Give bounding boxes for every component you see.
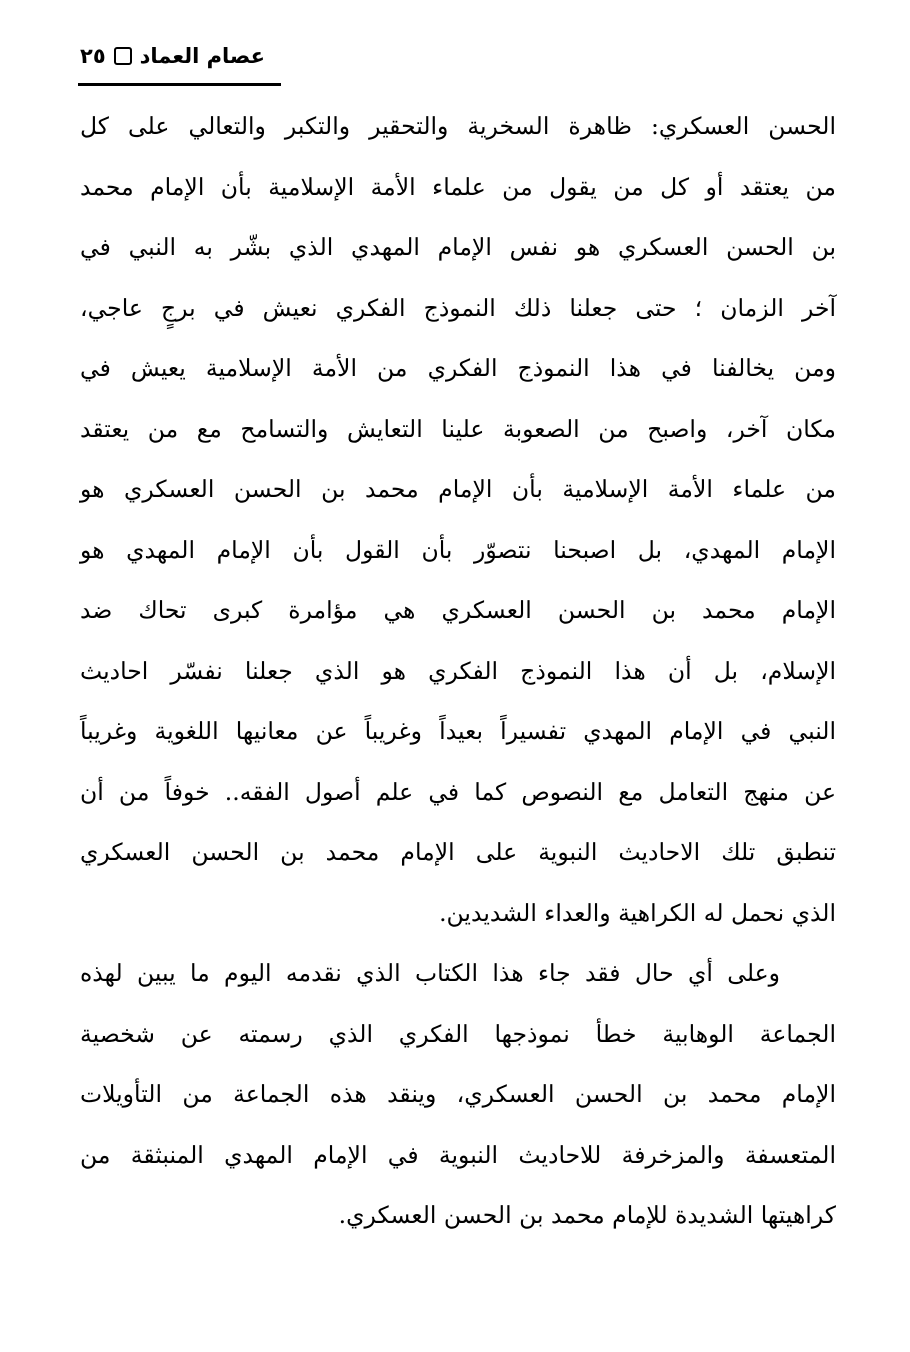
text-line: الإمام محمد بن الحسن العسكري هي مؤامرة كبرى تحاك ضد bbox=[80, 596, 836, 624]
text-line: الجماعة الوهابية خطأ نموذجها الفكري الذي رسمته عن شخصية bbox=[80, 1019, 836, 1048]
text-line: الإمام محمد بن الحسن العسكري، وينقد هذه الجماعة من التأويلات bbox=[80, 1080, 836, 1108]
text-line: الإمام المهدي، بل اصبحنا نتصوّر بأن القول بأن الإمام المهدي هو bbox=[80, 535, 836, 564]
book-title: عصام العماد bbox=[139, 44, 265, 68]
text-line: الإسلام، بل أن هذا النموذج الفكري هو الذي جعلنا نفسّر احاديث bbox=[80, 656, 836, 685]
paragraph-1 bbox=[80, 102, 836, 949]
page-body bbox=[80, 102, 836, 1252]
page-number: ٢٥ bbox=[80, 44, 106, 68]
text-line: النبي في الإمام المهدي تفسيراً بعيداً وغريباً عن معانيها اللغوية وغريباً bbox=[80, 717, 836, 745]
header-rule bbox=[78, 83, 281, 86]
square-separator-icon bbox=[114, 47, 132, 65]
text-line: الذي نحمل له الكراهية والعداء الشديدين. bbox=[439, 898, 836, 927]
text-line: وعلى أي حال فقد جاء هذا الكتاب الذي نقدمه اليوم ما يبين لهذه bbox=[80, 959, 780, 987]
text-line: مكان آخر، واصبح من الصعوبة علينا التعايش والتسامح مع من يعتقد bbox=[80, 414, 836, 443]
text-line: بن الحسن العسكري هو نفس الإمام المهدي الذي بشّر به النبي في bbox=[80, 233, 836, 261]
text-line: من يعتقد أو كل من يقول من علماء الأمة الإسلامية بأن الإمام محمد bbox=[80, 172, 836, 201]
text-line: آخر الزمان ؛ حتى جعلنا ذلك النموذج الفكري نعيش في برجٍ عاجي، bbox=[80, 293, 836, 322]
text-line: كراهيتها الشديدة للإمام محمد بن الحسن العسكري. bbox=[338, 1201, 836, 1229]
text-line: من علماء الأمة الإسلامية بأن الإمام محمد بن الحسن العسكري هو bbox=[80, 475, 836, 503]
text-line: ومن يخالفنا في هذا النموذج الفكري من الأمة الإسلامية يعيش في bbox=[80, 354, 837, 382]
text-line: المتعسفة والمزخرفة للاحاديث النبوية في الإمام المهدي المنبثقة من bbox=[80, 1140, 836, 1169]
text-line: تنطبق تلك الاحاديث النبوية على الإمام محمد بن الحسن العسكري bbox=[80, 838, 836, 866]
running-header bbox=[80, 44, 280, 68]
text-line: عن منهج التعامل مع النصوص كما في علم أصول الفقه.. خوفاً من أن bbox=[80, 777, 836, 806]
paragraph-2 bbox=[80, 949, 836, 1252]
text-line: الحسن العسكري: ظاهرة السخرية والتحقير والتكبر والتعالي على كل bbox=[80, 112, 836, 140]
